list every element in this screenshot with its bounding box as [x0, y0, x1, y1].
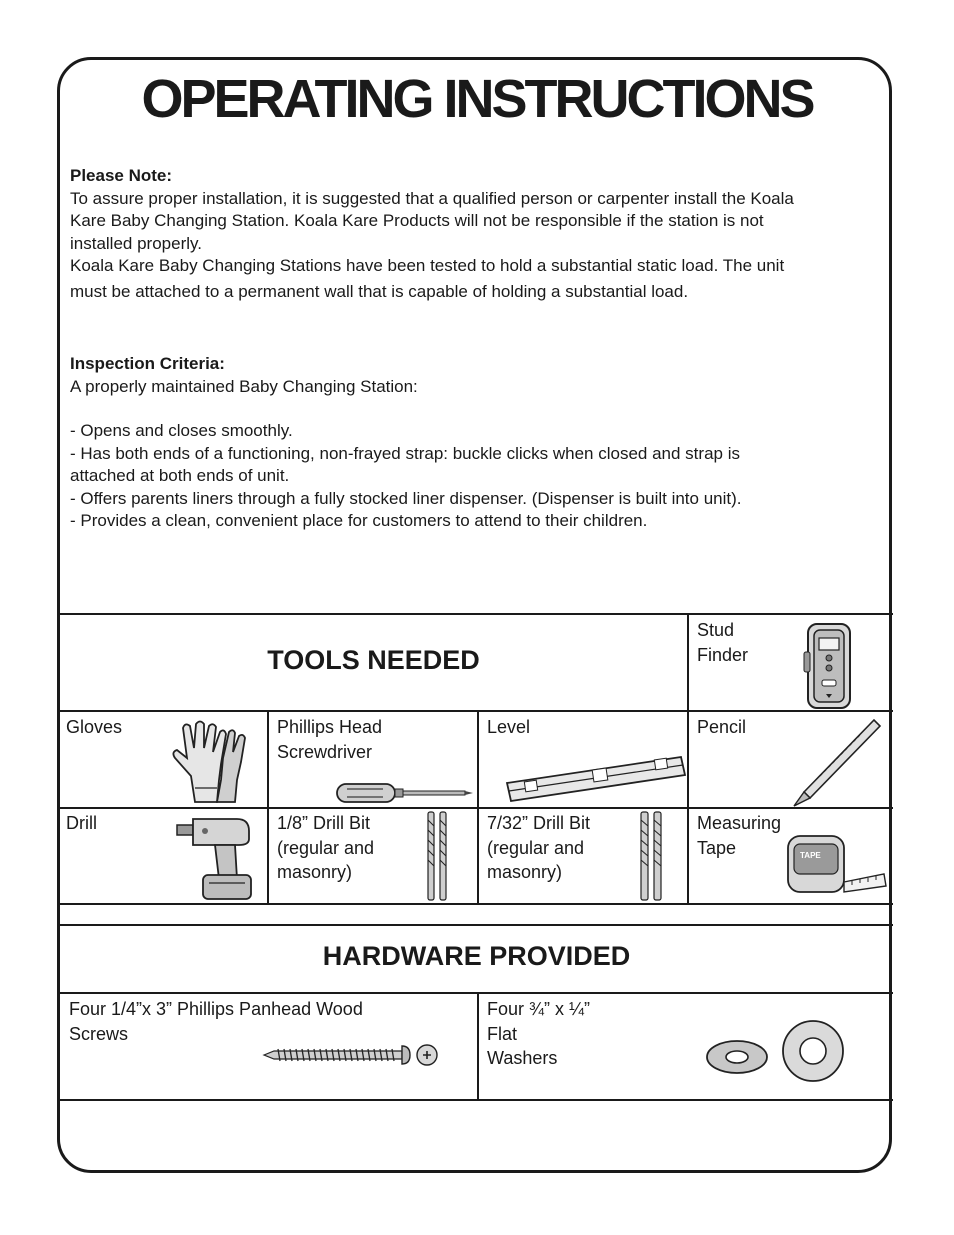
inspection-heading: Inspection Criteria:	[70, 354, 225, 373]
inspection-intro: A properly maintained Baby Changing Station:	[70, 376, 418, 396]
drill-bit-small-icon	[426, 810, 450, 904]
table-rule	[60, 613, 893, 615]
inspection-item: - Provides a clean, convenient place for customers to attend to their children.	[70, 511, 648, 530]
inspection-item: - Offers parents liners through a fully stocked liner dispenser. (Dispenser is built into unit).	[70, 488, 742, 508]
label-line: masonry)	[277, 862, 353, 882]
drill-icon	[175, 813, 255, 903]
tape-label	[697, 811, 781, 860]
table-divider	[477, 710, 479, 905]
washers-label	[487, 997, 590, 1071]
drill-label	[66, 811, 97, 836]
tools-heading: TOOLS NEEDED	[267, 645, 480, 675]
label-line: Four 1/4”x 3” Phillips Panhead Wood	[69, 999, 363, 1019]
table-divider	[267, 710, 269, 905]
label-line: Level	[487, 717, 531, 737]
label-line: Stud	[697, 620, 735, 640]
table-rule	[60, 924, 893, 926]
note-line: To assure proper installation, it is suggested that a qualified person or carpenter install the Koala	[70, 188, 794, 208]
label-line: 7/32” Drill Bit	[487, 813, 591, 833]
measuring-tape-icon	[786, 832, 888, 902]
drill-bit-large-icon	[639, 810, 665, 904]
screws-label	[69, 997, 363, 1046]
note-heading: Please Note:	[70, 166, 173, 185]
bit-small-label	[277, 811, 374, 885]
pencil-icon	[790, 716, 884, 808]
label-line: Measuring	[697, 813, 782, 833]
pencil-label	[697, 715, 746, 740]
stud-finder-icon	[802, 622, 858, 712]
wood-screw-icon	[262, 1042, 440, 1068]
label-line: Tape	[697, 837, 737, 858]
note-line: Kare Baby Changing Station. Koala Kare Products will not be responsible if the station is not	[70, 211, 764, 230]
flat-washer-icon	[704, 1018, 846, 1084]
screwdriver-label	[277, 715, 382, 764]
level-icon	[505, 753, 687, 805]
table-divider	[477, 992, 479, 1101]
label-line: Four ¾” x ¼”	[487, 999, 591, 1019]
level-label	[487, 715, 530, 740]
label-line: masonry)	[487, 862, 563, 882]
label-line: Pencil	[697, 717, 747, 737]
label-line: Gloves	[66, 717, 123, 737]
inspection-item: - Opens and closes smoothly.	[70, 421, 293, 440]
label-line: Flat	[487, 1023, 518, 1044]
note-line: must be attached to a permanent wall that is capable of holding a substantial load.	[70, 281, 689, 301]
tape-brand: TAPE	[800, 851, 821, 860]
label-line: Phillips Head	[277, 717, 383, 737]
gloves-label	[66, 715, 122, 740]
screwdriver-icon	[335, 780, 475, 806]
stud-finder-label	[697, 618, 748, 667]
note-section	[70, 165, 882, 303]
note-line: Koala Kare Baby Changing Stations have been tested to hold a substantial static load. The unit	[70, 256, 785, 275]
gloves-icon	[165, 718, 249, 806]
label-line: (regular and	[487, 837, 585, 858]
note-line: installed properly.	[70, 233, 202, 253]
bit-large-label	[487, 811, 590, 885]
label-line: (regular and	[277, 837, 375, 858]
inspection-item: - Has both ends of a functioning, non-frayed strap: buckle clicks when closed and strap is	[70, 443, 740, 463]
label-line: Screwdriver	[277, 741, 373, 762]
label-line: Washers	[487, 1048, 558, 1068]
label-line: Drill	[66, 813, 97, 833]
table-divider	[687, 613, 689, 905]
label-line: 1/8” Drill Bit	[277, 813, 371, 833]
inspection-section	[70, 353, 882, 533]
page-title: OPERATING INSTRUCTIONS	[141, 69, 813, 129]
label-line: Finder	[697, 644, 749, 665]
inspection-item: attached at both ends of unit.	[70, 466, 290, 485]
label-line: Screws	[69, 1023, 129, 1044]
hardware-heading: HARDWARE PROVIDED	[322, 941, 631, 971]
